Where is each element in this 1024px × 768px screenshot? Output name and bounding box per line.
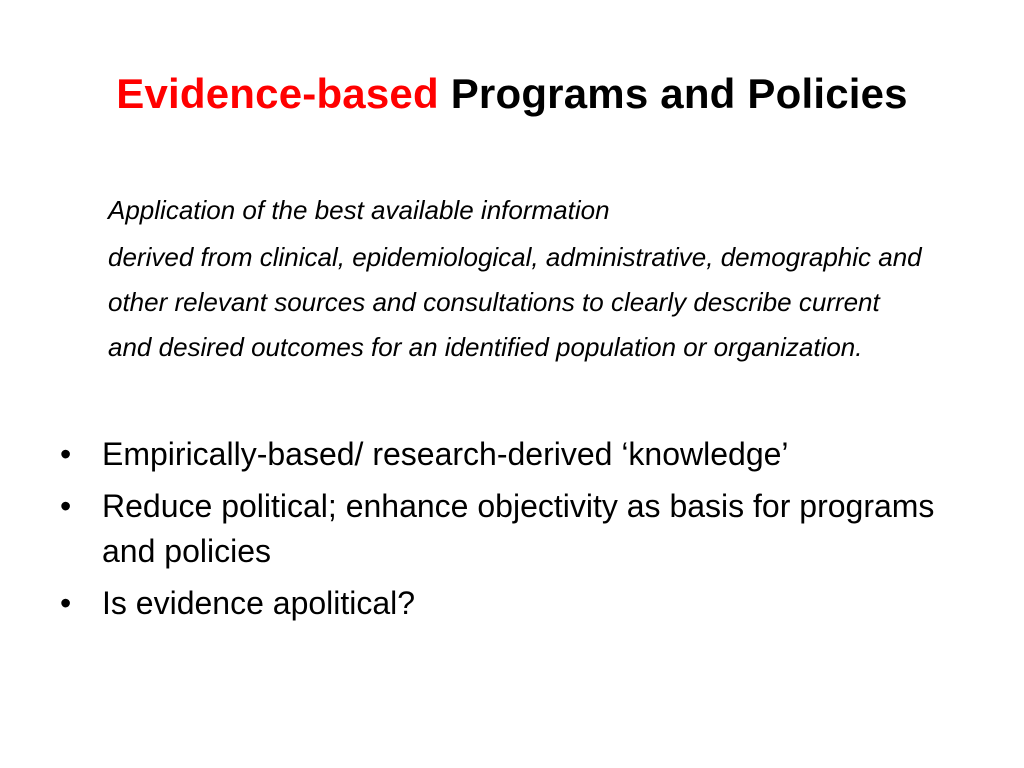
bullet-item [60, 581, 960, 626]
title-accent: Evidence-based [116, 70, 439, 117]
slide-title [0, 70, 1024, 118]
bullet-item [60, 432, 960, 477]
bullet-text: Reduce political; enhance objectivity as basis for programs and policies [102, 488, 935, 569]
title-main: Programs and Policies [438, 70, 908, 117]
bullet-text: Empirically-based/ research-derived ‘knowledge’ [102, 436, 789, 472]
definition-line1: Application of the best available information [108, 195, 610, 225]
bullet-item [60, 484, 960, 574]
bullet-marker: • [60, 488, 72, 524]
bullet-marker: • [60, 436, 72, 472]
definition-block [108, 188, 928, 370]
definition-body: derived from clinical, epidemiological, administrative, demographic and other relevant sources and consultations to clearly describe current and desired outcomes for an identified population or organization. [108, 242, 922, 362]
bullet-list [60, 432, 960, 633]
bullet-text: Is evidence apolitical? [102, 585, 416, 621]
bullet-marker: • [60, 585, 72, 621]
